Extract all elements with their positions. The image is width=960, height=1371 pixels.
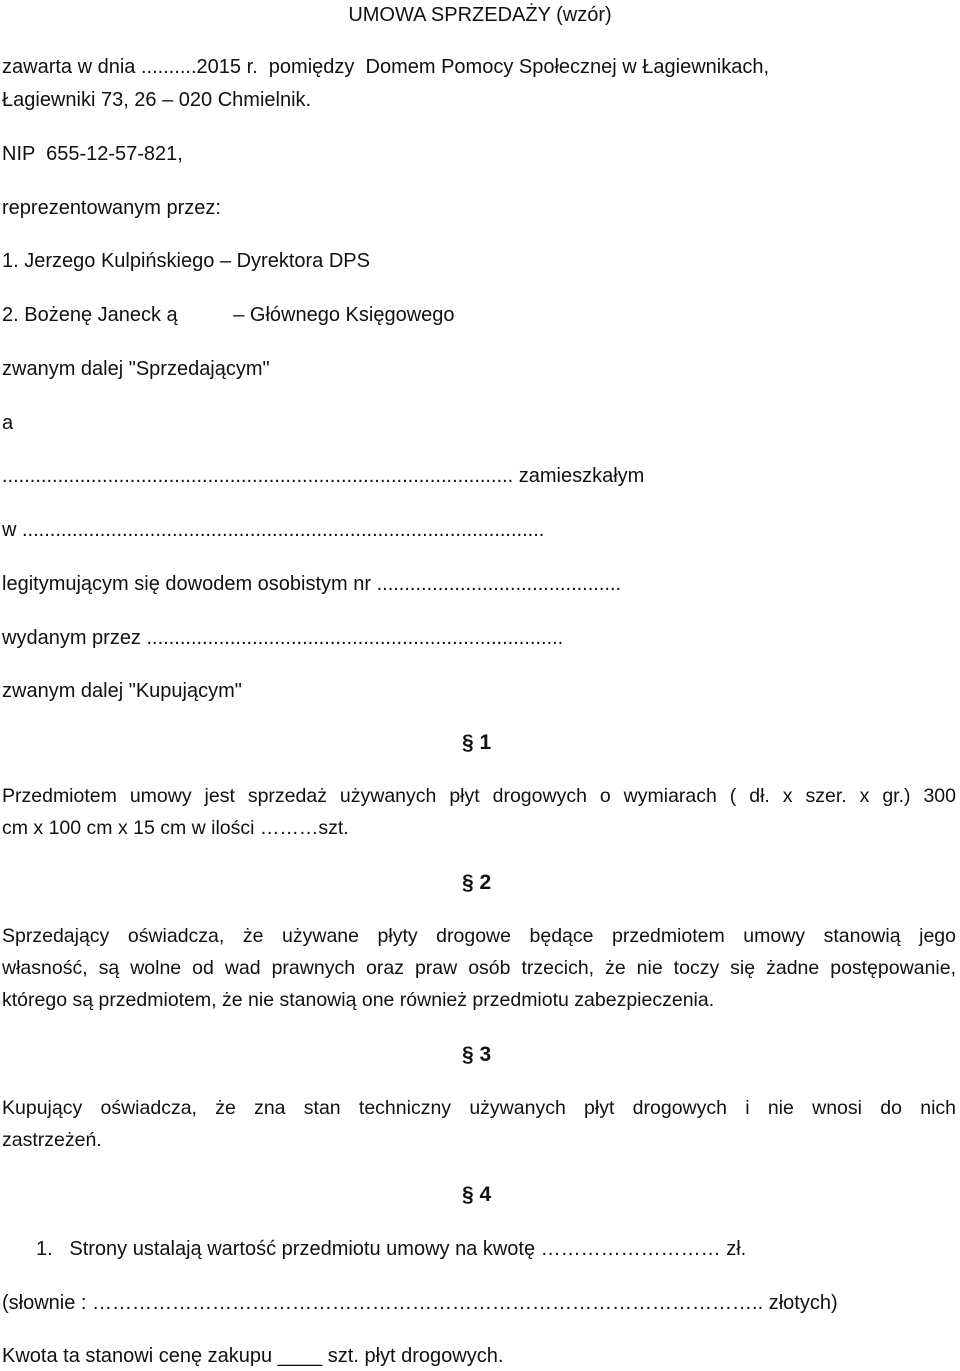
buyer-label: zwanym dalej "Kupującym" — [2, 680, 242, 702]
section-mark-1: § 1 — [462, 731, 492, 754]
header-line: Łagiewniki 73, 26 – 020 Chmielnik. — [2, 89, 312, 111]
section-3-text — [2, 1092, 956, 1156]
section-line: zastrzeżeń. — [2, 1129, 102, 1151]
section-line: własność, są wolne od wad prawnych oraz praw osób trzecich, że nie toczy się żadne postępowanie, — [2, 957, 956, 979]
header-line: wydanym przez ........................................................................... — [2, 627, 564, 649]
header-line: reprezentowanym przez: — [2, 197, 221, 219]
header-line: a — [2, 412, 14, 434]
section-mark-2: § 2 — [462, 871, 492, 894]
section-line: 1. Strony ustalają wartość przedmiotu umowy na kwotę ……………………… zł. — [36, 1238, 747, 1260]
section-2-text — [2, 920, 956, 1016]
section-line: Kupujący oświadcza, że zna stan techniczny używanych płyt drogowych i nie wnosi do nich — [2, 1097, 956, 1119]
header-line: zawarta w dnia ..........2015 r. pomiędzy Domem Pomocy Społecznej w Łagiewnikach, — [2, 56, 770, 78]
section-mark-4: § 4 — [462, 1183, 492, 1206]
header-line: legitymującym się dowodem osobistym nr ............................................ — [2, 573, 622, 595]
section-mark-3: § 3 — [462, 1043, 492, 1066]
section-line: Kwota ta stanowi cenę zakupu ____ szt. płyt drogowych. — [2, 1345, 504, 1367]
header-line: ............................................................................................ zamieszkałym — [2, 465, 645, 487]
header-line: 1. Jerzego Kulpińskiego – Dyrektora DPS — [2, 250, 370, 272]
header-line: 2. Bożenę Janeck ą – Głównego Księgowego — [2, 304, 455, 326]
section-line: którego są przedmiotem, że nie stanowią one również przedmiotu zabezpieczenia. — [2, 989, 715, 1011]
header-line: NIP 655-12-57-821, — [2, 143, 183, 165]
section-line: (słownie : ……………………………………………………………………………………….. złotych) — [2, 1292, 838, 1314]
section-line: Przedmiotem umowy jest sprzedaż używanych płyt drogowych o wymiarach ( dł. x szer. x gr.) 300 — [2, 785, 956, 807]
header-line: w .............................................................................................. — [2, 519, 545, 541]
section-line: cm x 100 cm x 15 cm w ilości ………szt. — [2, 817, 349, 839]
section-line: Sprzedający oświadcza, że używane płyty drogowe będące przedmiotem umowy stanowią jego — [2, 925, 956, 947]
header-line: zwanym dalej "Sprzedającym" — [2, 358, 270, 380]
document-title: UMOWA SPRZEDAŻY (wzór) — [348, 4, 612, 26]
section-1-text — [2, 780, 956, 844]
